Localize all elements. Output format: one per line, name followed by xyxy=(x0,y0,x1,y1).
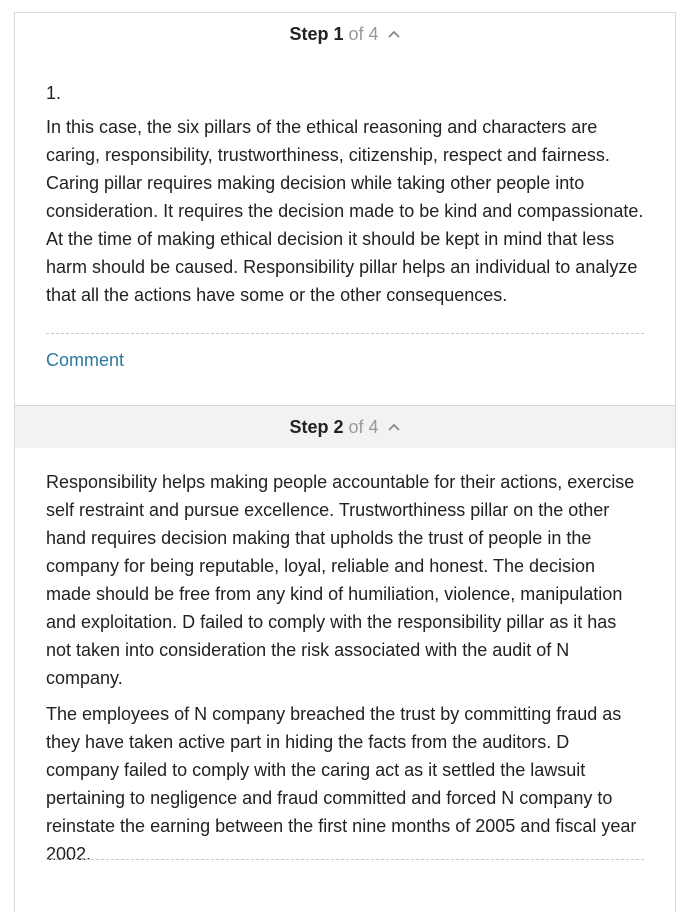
solution-steps-card xyxy=(14,12,676,912)
step-1-comment-link[interactable]: Comment xyxy=(46,350,125,370)
step-1-body xyxy=(15,79,675,309)
step-2-paragraph: The employees of N company breached the trust by committing fraud as they have taken active part in hiding the facts from the auditors. D company failed to comply with the caring act as it settled the lawsuit pertaining to negligence and fraud committed and forced N company to reinstate the earning between the first nine months of 2005 and fiscal year 2002. xyxy=(46,704,637,864)
step-1-paragraph: In this case, the six pillars of the ethical reasoning and characters are caring, responsibility, trustworthiness, citizenship, respect and fairness. Caring pillar requires making decision while taking other people into consideration. It requires the decision made to be kind and compassionate. At the time of making ethical decision it should be kept in mind that less harm should be caused. Responsibility pillar helps an individual to analyze that all the actions have some or the other consequences. xyxy=(46,117,644,305)
step-2-body xyxy=(15,468,675,868)
step-1-label: Step 1 xyxy=(289,23,344,44)
step-2-header[interactable] xyxy=(15,405,675,448)
step-1-of-total: of 4 xyxy=(348,23,379,44)
step-2-of-total: of 4 xyxy=(348,416,379,437)
step-1-number: 1. xyxy=(46,83,62,103)
step-2-divider xyxy=(46,859,644,860)
step-2-label: Step 2 xyxy=(289,416,344,437)
step-1-header[interactable] xyxy=(15,13,675,55)
chevron-up-icon[interactable] xyxy=(387,29,401,39)
step-1-divider xyxy=(46,333,644,334)
chevron-up-icon[interactable] xyxy=(387,422,401,432)
step-2-paragraph: Responsibility helps making people accountable for their actions, exercise self restraint and pursue excellence. Trustworthiness pillar on the other hand requires decision making that upholds the trust of people in the company for being reputable, loyal, reliable and honest. The decision made should be free from any kind of humiliation, violence, manipulation and exploitation. D failed to comply with the responsibility pillar as it has not taken into consideration the risk associated with the audit of N company. xyxy=(46,472,635,688)
